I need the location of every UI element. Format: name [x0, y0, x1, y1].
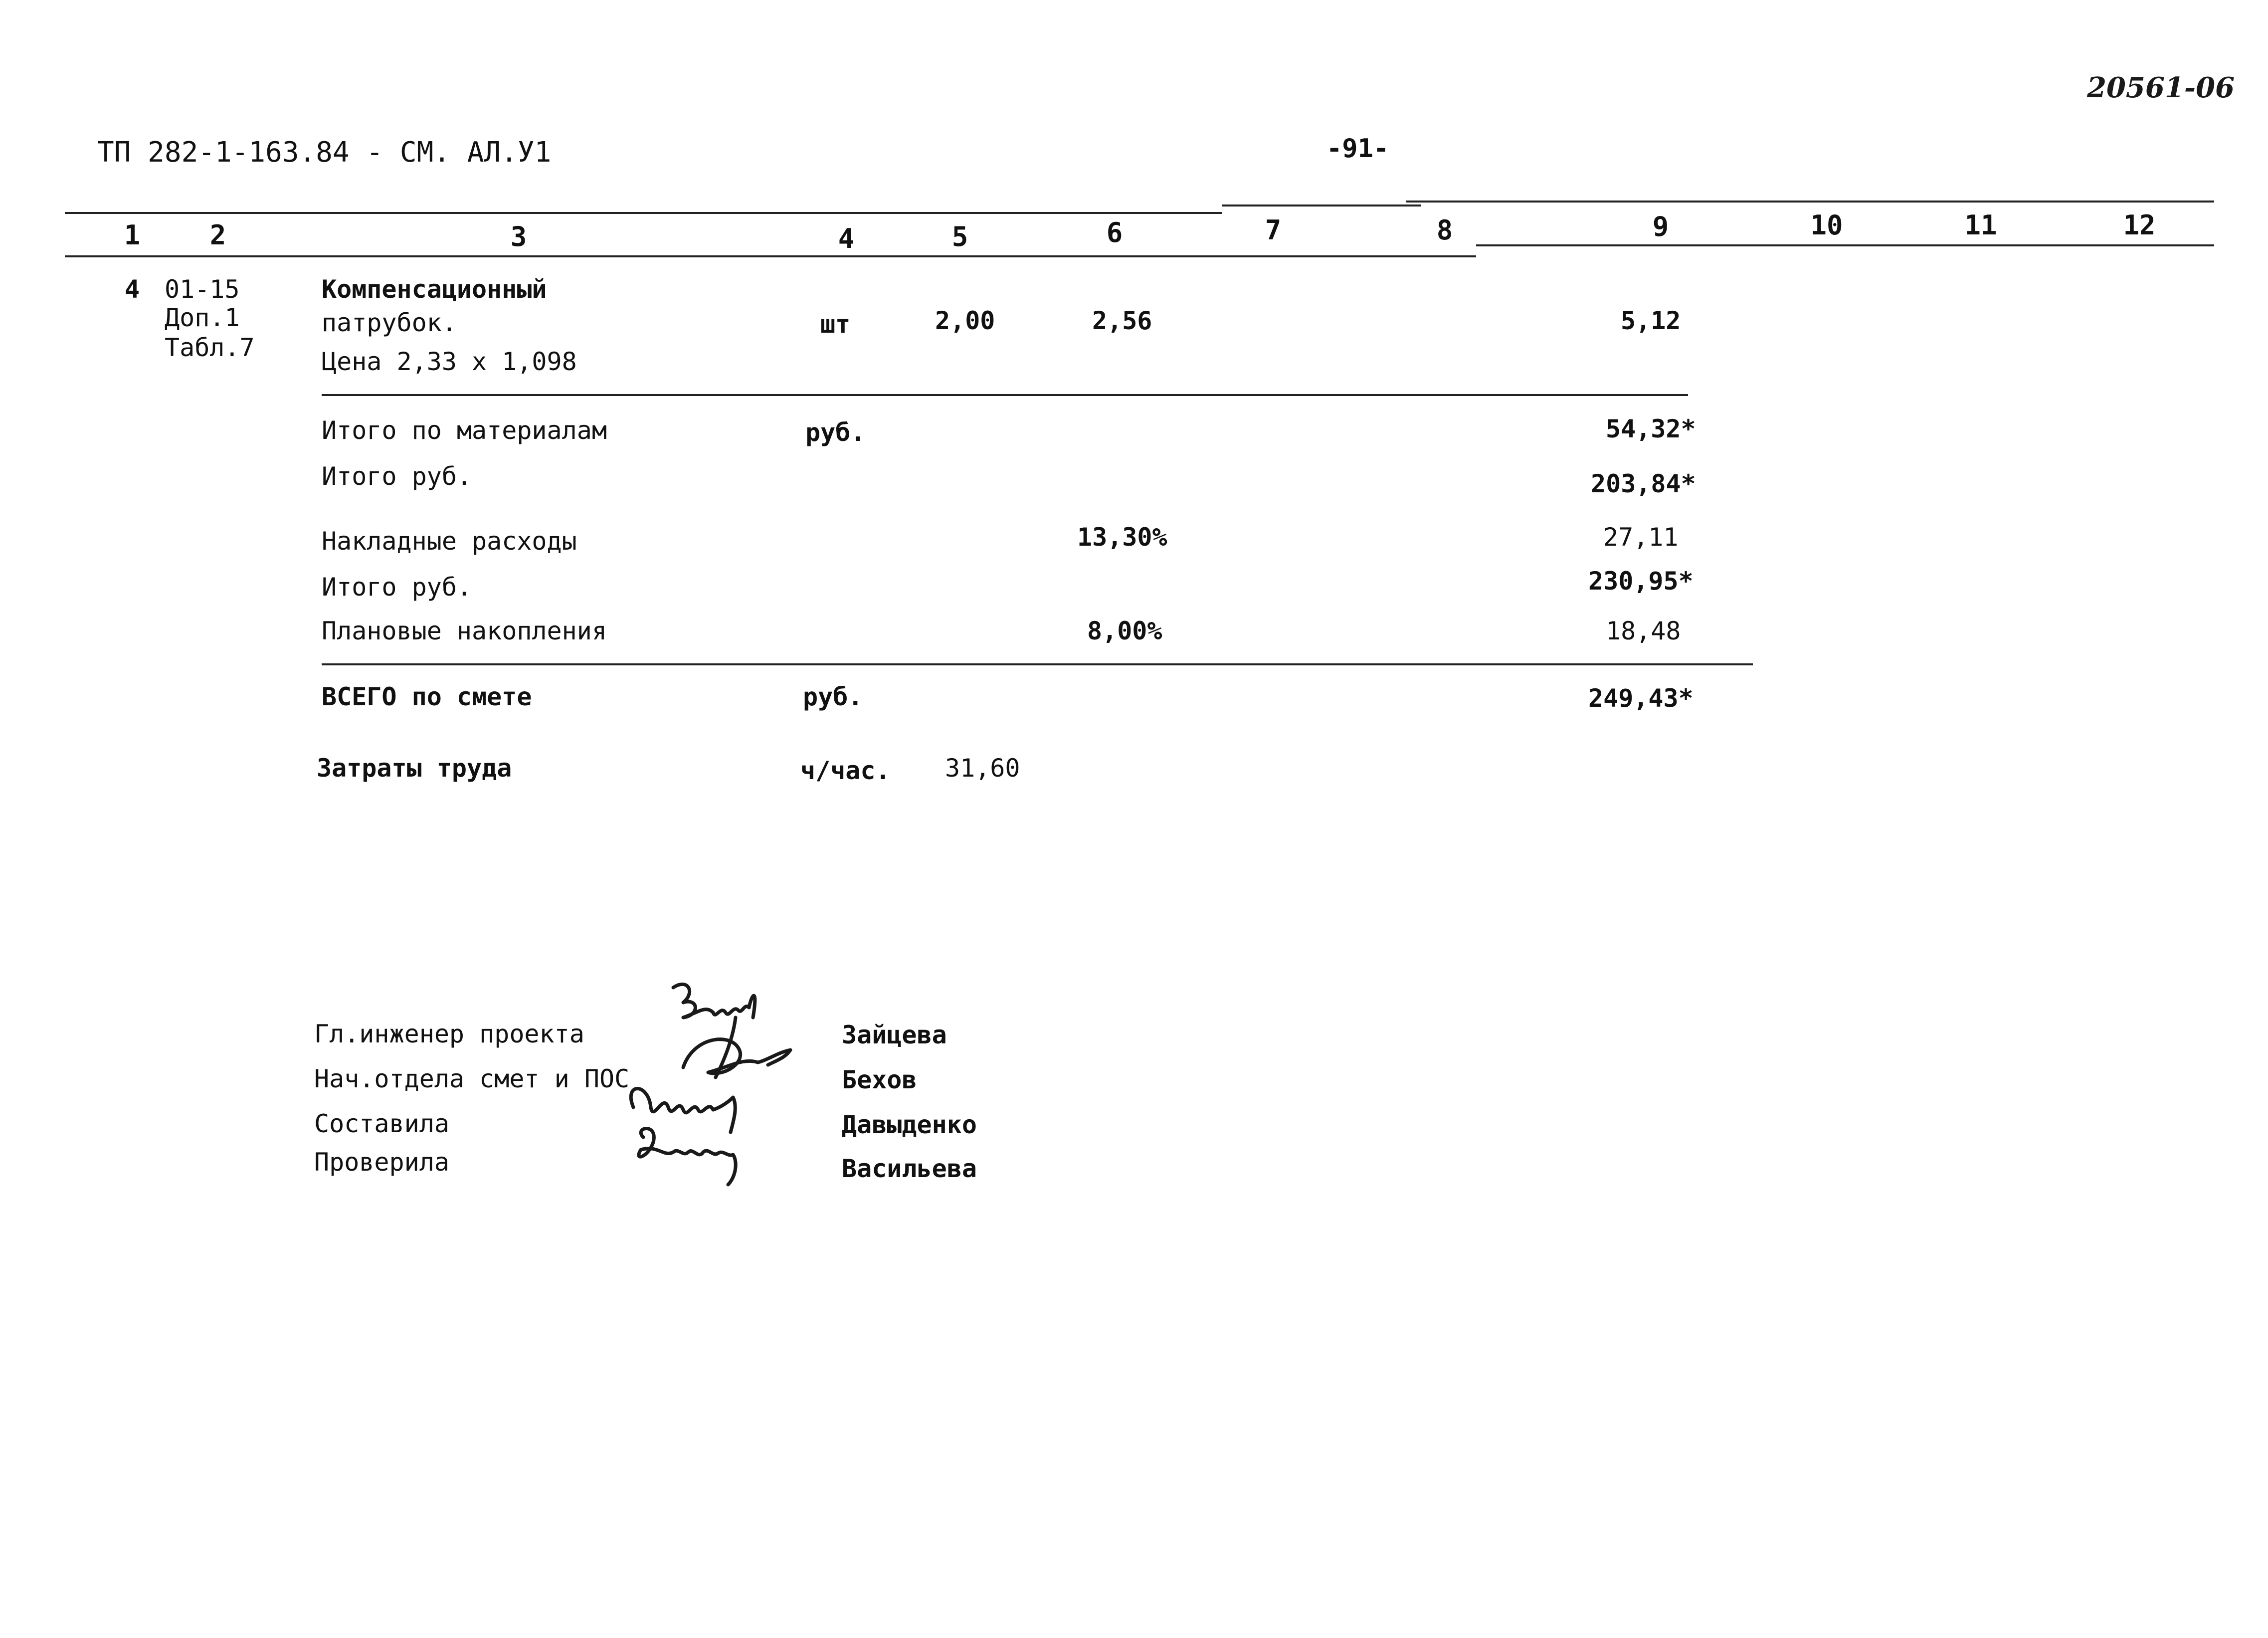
- column-header: 9: [1652, 211, 1669, 242]
- labor-unit: ч/час.: [800, 756, 891, 785]
- signature-name: Давыденко: [842, 1110, 977, 1139]
- summary-label: Итого руб.: [322, 462, 472, 491]
- signature-role: Составила: [314, 1109, 449, 1138]
- summary-label: Итого по материалам: [322, 416, 607, 445]
- total-rule: [322, 663, 1753, 665]
- page-number: -91-: [1326, 134, 1389, 164]
- summary-percent: 13,30%: [1077, 523, 1167, 552]
- item-price-note: Цена 2,33 х 1,098: [322, 347, 577, 376]
- column-header: 10: [1810, 209, 1843, 241]
- summary-percent: 8,00%: [1087, 616, 1162, 645]
- signature-role: Нач.отдела смет и ПОС: [314, 1064, 630, 1093]
- item-total: 5,12: [1621, 306, 1681, 335]
- summary-value: 230,95*: [1588, 567, 1694, 596]
- header-rule-bottom-left: [65, 255, 1476, 257]
- summary-label: Плановые накопления: [322, 616, 607, 645]
- item-code-table: Табл.7: [165, 333, 255, 362]
- handwritten-signatures: [613, 958, 853, 1197]
- header-rule-top-mid: [1222, 205, 1421, 206]
- grand-total-unit: руб.: [803, 682, 863, 711]
- summary-value: 54,32*: [1606, 414, 1696, 443]
- labor-value: 31,60: [945, 754, 1020, 783]
- summary-label: Итого руб.: [322, 573, 472, 602]
- column-header: 4: [838, 223, 855, 254]
- archive-number: 20561-06: [2087, 71, 2235, 104]
- column-header: 11: [1964, 209, 1997, 241]
- column-header: 7: [1265, 214, 1282, 246]
- signature-name: Васильева: [842, 1154, 977, 1183]
- item-number: 4: [125, 275, 140, 304]
- summary-value: 27,11: [1603, 523, 1679, 552]
- column-header: 8: [1436, 214, 1453, 246]
- document-code: ТП 282-1-163.84 - СМ. АЛ.У1: [97, 136, 552, 169]
- item-code: 01-15: [165, 275, 240, 304]
- header-rule-top-left: [65, 212, 1222, 214]
- header-rule-bottom-right: [1476, 244, 2214, 246]
- summary-label: Накладные расходы: [322, 527, 577, 556]
- item-code-sub: Доп.1: [165, 303, 240, 332]
- item-rule: [322, 394, 1688, 396]
- item-name-cont: патрубок.: [322, 308, 457, 337]
- signature-role: Проверила: [314, 1148, 449, 1177]
- column-header: 6: [1106, 217, 1123, 248]
- item-name: Компенсационный: [322, 275, 547, 304]
- column-header: 3: [510, 221, 527, 252]
- header-rule-top-right: [1406, 201, 2214, 203]
- grand-total-value: 249,43*: [1588, 684, 1694, 713]
- signature-stroke: [631, 1089, 735, 1133]
- grand-total-label: ВСЕГО по смете: [322, 682, 532, 711]
- signature-name: Бехов: [842, 1065, 917, 1094]
- signature-stroke: [673, 984, 755, 1018]
- summary-value: 18,48: [1606, 616, 1681, 645]
- column-header: 5: [951, 221, 968, 252]
- item-quantity: 2,00: [935, 306, 995, 335]
- column-header: 12: [2123, 209, 2156, 241]
- item-unit-price: 2,56: [1092, 306, 1152, 335]
- signature-role: Гл.инженер проекта: [314, 1020, 584, 1048]
- signature-stroke: [683, 1039, 790, 1073]
- summary-value: 203,84*: [1591, 469, 1696, 498]
- signature-name: Зайцева: [842, 1021, 947, 1049]
- item-unit: шт: [820, 310, 851, 339]
- labor-label: Затраты труда: [317, 754, 512, 783]
- column-header: 2: [209, 219, 226, 251]
- summary-unit: руб.: [805, 418, 866, 447]
- column-header: 1: [124, 219, 141, 251]
- signature-stroke: [639, 1129, 736, 1185]
